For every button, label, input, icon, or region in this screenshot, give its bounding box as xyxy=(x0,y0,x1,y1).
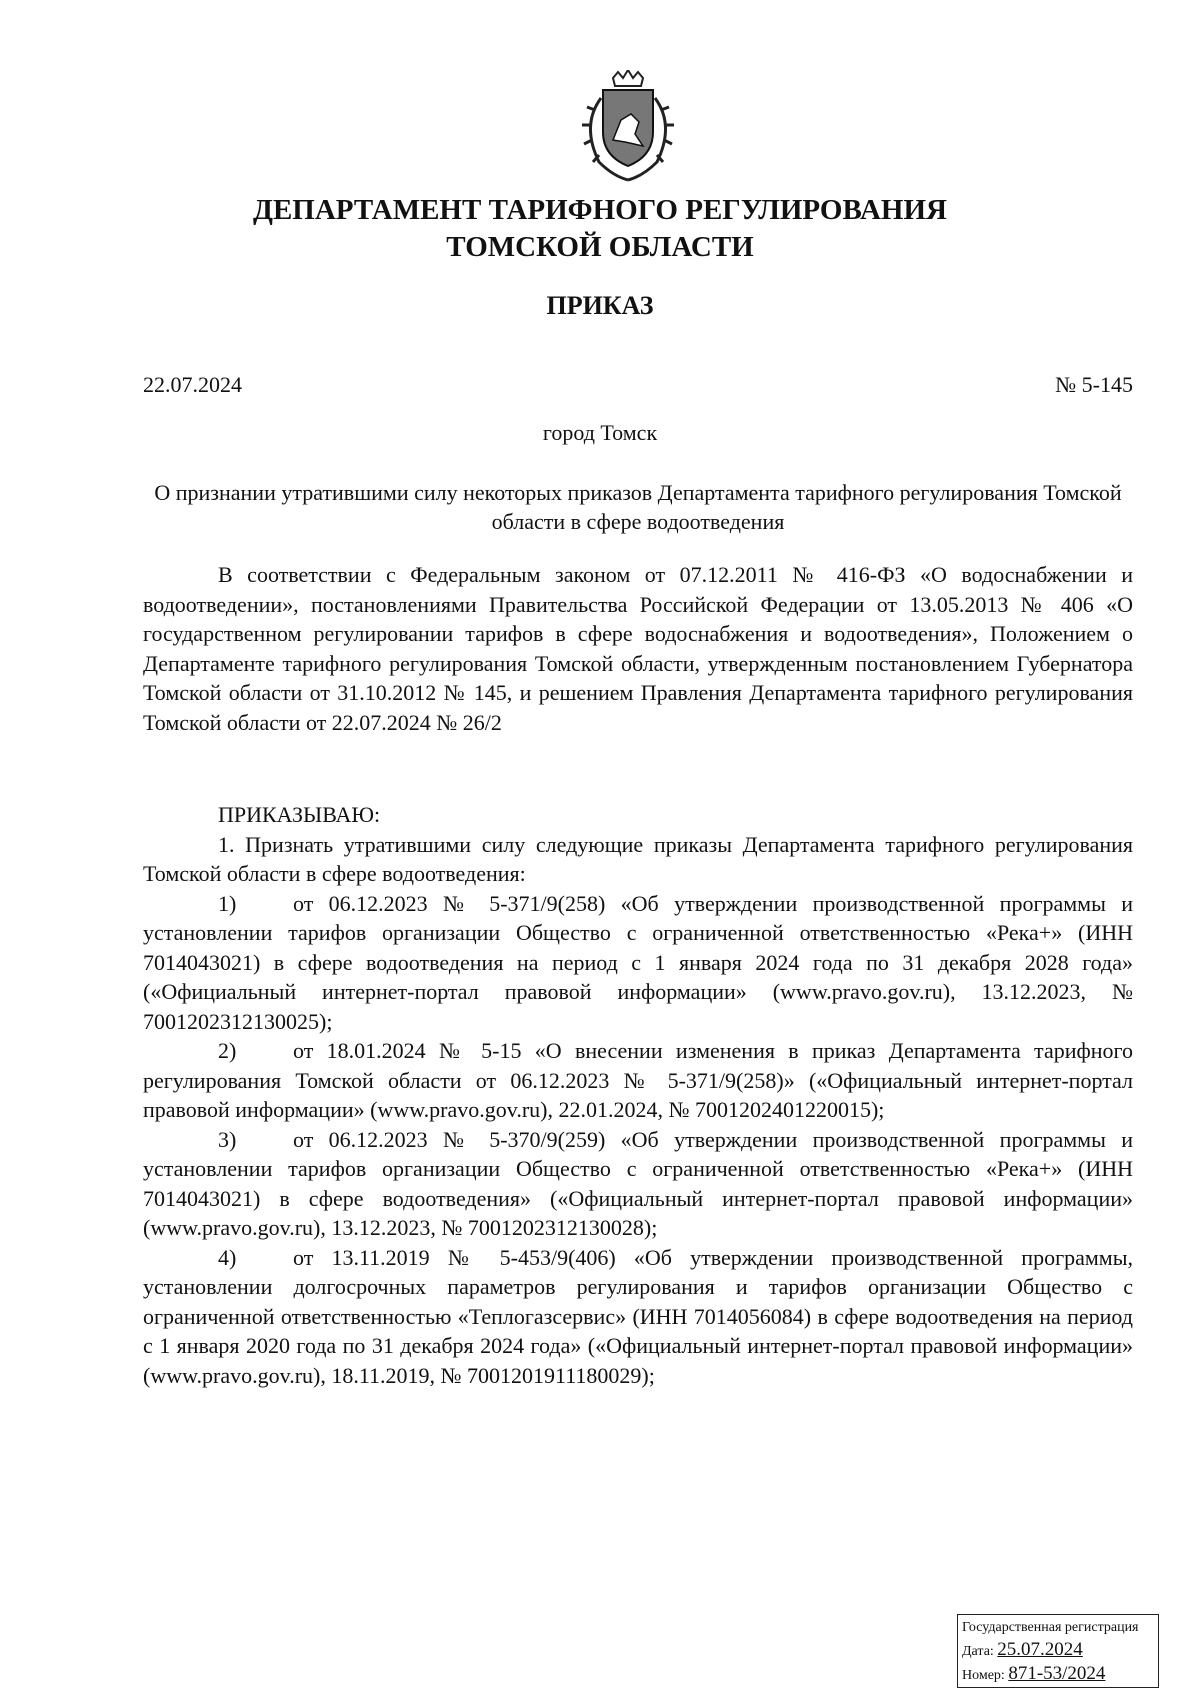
list-item-text: от 06.12.2023 № 5-370/9(259) «Об утверждении производственной программы и установлении тарифов организации Общество с ограниченной ответственностью «Река+» (ИНН 7014043021) в сфере водоотведения» («Официальный интернет-портал правовой информации» (www.pravo.gov.ru), 13.12.2023, № 7001202312130028); xyxy=(143,1126,1133,1240)
registration-date-value: 25.07.2024 xyxy=(997,1639,1083,1660)
department-name-line1: ДЕПАРТАМЕНТ ТАРИФНОГО РЕГУЛИРОВАНИЯ xyxy=(253,194,947,226)
registration-stamp xyxy=(957,1614,1159,1688)
list-item-text: от 18.01.2024 № 5-15 «О внесении изменения в приказ Департамента тарифного регулирования Томской области от 06.12.2023 № 5-371/9(258)» («Официальный интернет-портал правовой информации» (www.pravo.gov.ru), 22.01.2024, № 7001202401220015); xyxy=(143,1038,1133,1122)
registration-number-row xyxy=(962,1663,1154,1687)
registration-date-label: Дата: xyxy=(962,1644,994,1659)
list-item xyxy=(143,1243,1133,1391)
registration-date-row xyxy=(962,1639,1154,1663)
registration-number-label: Номер: xyxy=(962,1668,1005,1683)
document-date: 22.07.2024 xyxy=(143,372,242,397)
order-point-1: 1. Признать утратившими силу следующие приказы Департамента тарифного регулирования Томской области в сфере водоотведения: xyxy=(143,831,1133,886)
orders-heading: ПРИКАЗЫВАЮ: xyxy=(218,802,381,827)
tomsk-coat-of-arms-icon xyxy=(573,70,683,188)
list-item-number: 3) xyxy=(218,1126,237,1152)
document-subject: О признании утратившими силу некоторых приказов Департамента тарифного регулирования Томской области в сфере водоотведения xyxy=(154,480,1122,534)
list-item xyxy=(143,889,1133,1037)
registration-title: Государственная регистрация xyxy=(962,1620,1139,1635)
registration-number-value: 871-53/2024 xyxy=(1008,1663,1106,1684)
list-item xyxy=(143,1036,1133,1125)
preamble-text: В соответствии с Федеральным законом от 07.12.2011 № 416-ФЗ «О водоснабжении и водоотведении», постановлениями Правительства Российской Федерации от 13.05.2013 № 406 «О государственном регулировании тарифов в сфере водоснабжения и водоотведения», Положением о Департаменте тарифного регулирования Томской области, утвержденным постановлением Губернатора Томской области от 31.10.2012 № 145, и решением Правления Департамента тарифного регулирования Томской области от 22.07.2024 № 26/2 xyxy=(143,562,1133,735)
orders-section xyxy=(143,800,1133,1390)
document-type: ПРИКАЗ xyxy=(546,291,654,320)
document-city: город Томск xyxy=(542,420,658,445)
document-number: № 5-145 xyxy=(1055,372,1133,397)
list-item-number: 2) xyxy=(218,1038,237,1063)
list-item-text: от 13.11.2019 № 5-453/9(406) «Об утверждении производственной программы, установлении долгосрочных параметров регулирования и тарифов организации Общество с ограниченной ответственностью «Теплогазсервис» (ИНН 7014056084) в сфере водоотведения на период с 1 января 2020 года по 31 декабря 2024 года» («Официальный интернет-портал правовой информации» (www.pravo.gov.ru), 18.11.2019, № 7001201911180029); xyxy=(143,1244,1133,1388)
department-name-line2: ТОМСКОЙ ОБЛАСТИ xyxy=(446,231,754,263)
list-item-number: 1) xyxy=(218,890,237,916)
list-item-number: 4) xyxy=(218,1244,237,1270)
list-item xyxy=(143,1125,1133,1243)
preamble xyxy=(143,560,1133,737)
list-item-text: от 06.12.2023 № 5-371/9(258) «Об утверждении производственной программы и установлении тарифов организации Общество с ограниченной ответственностью «Река+» (ИНН 7014043021) в сфере водоотведения на период с 1 января 2024 года по 31 декабря 2028 года» («Официальный интернет-портал правовой информации» (www.pravo.gov.ru), 13.12.2023, № 7001202312130025); xyxy=(143,890,1133,1034)
